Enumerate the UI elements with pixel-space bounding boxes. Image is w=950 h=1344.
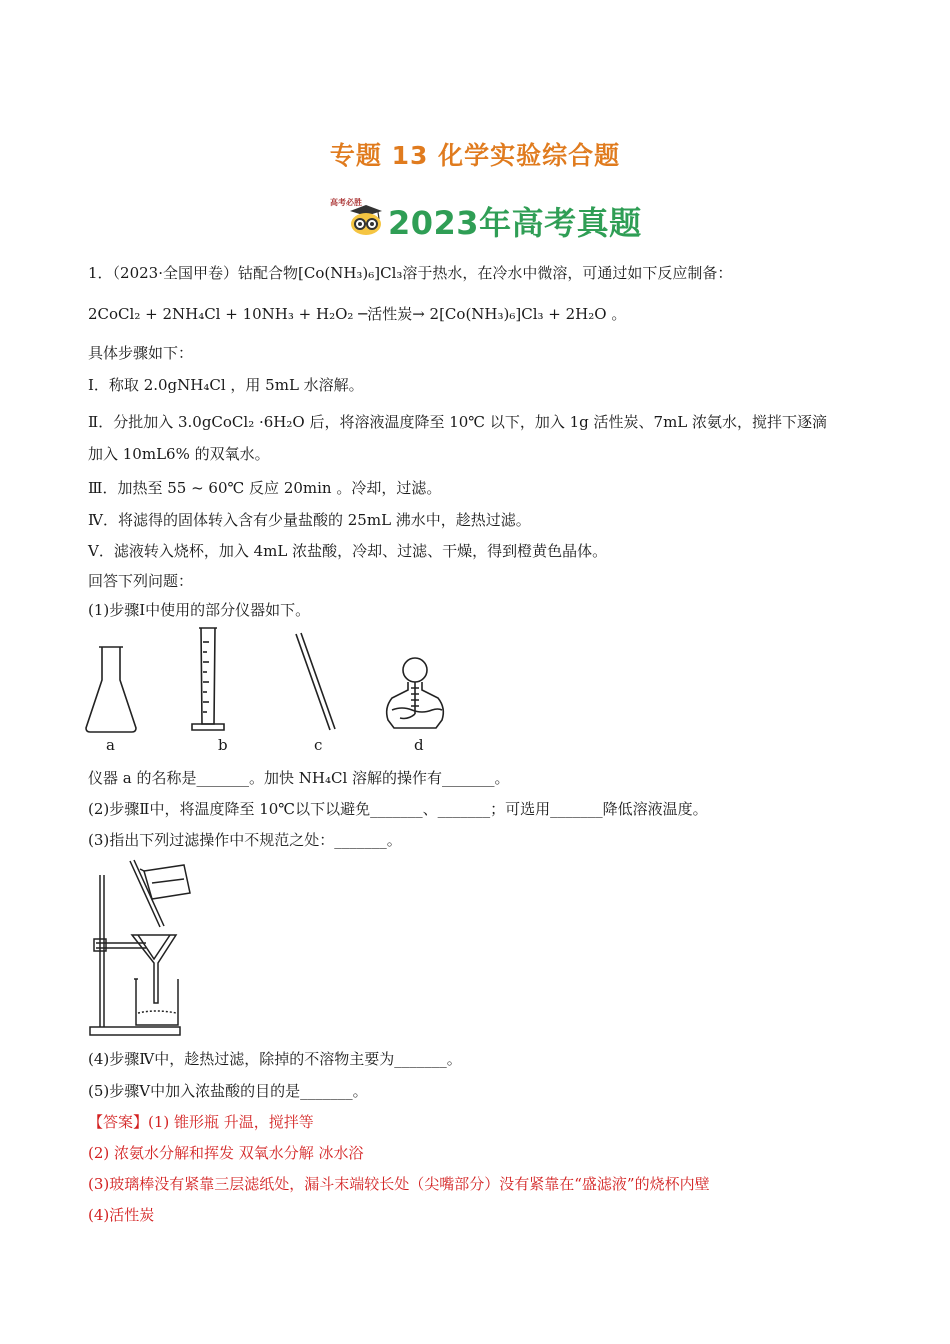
question-5: (5)步骤Ⅴ中加入浓盐酸的目的是_______。 <box>88 1082 368 1100</box>
step-5: Ⅴ．滤液转入烧杯，加入 4mL 浓盐酸，冷却、过滤、干燥，得到橙黄色晶体。 <box>88 542 608 560</box>
filtration-figure <box>86 855 206 1040</box>
answer-1: 【答案】(1) 锥形瓶 升温，搅拌等 <box>88 1113 314 1131</box>
question-2: (2)步骤Ⅱ中，将温度降至 10℃以下以避免_______、_______；可选用_______降低溶液温度。 <box>88 800 708 818</box>
question-4: (4)步骤Ⅳ中，趁热过滤，除掉的不溶物主要为_______。 <box>88 1050 462 1068</box>
answer-3: (3)玻璃棒没有紧靠三层滤纸处，漏斗末端较长处（尖嘴部分）没有紧靠在“盛滤液”的烧杯内壁 <box>88 1175 710 1193</box>
answer-heading: 回答下列问题： <box>88 572 194 590</box>
apparatus-label-c: c <box>314 736 323 754</box>
apparatus-label-d: d <box>414 736 424 754</box>
step-4: Ⅳ．将滤得的固体转入含有少量盐酸的 25mL 沸水中，趁热过滤。 <box>88 511 531 529</box>
section-banner <box>330 196 642 242</box>
question-1-blanks: 仪器 a 的名称是_______。加快 NH₄Cl 溶解的操作有_______。 <box>88 769 510 787</box>
page-title: 专题 13 化学实验综合题 <box>329 141 621 170</box>
step-2-cont: 加入 10mL6% 的双氧水。 <box>88 445 270 463</box>
apparatus-figure <box>80 622 460 742</box>
step-1: Ⅰ．称取 2.0gNH₄Cl ，用 5mL 水溶解。 <box>88 376 364 394</box>
alcohol-lamp-icon <box>387 658 444 728</box>
graduated-cylinder-icon <box>192 628 224 730</box>
owl-graduation-icon <box>348 204 384 236</box>
erlenmeyer-flask-icon <box>86 647 136 732</box>
pouring-beaker-icon <box>144 865 190 899</box>
banner-title: 2023年高考真题 <box>388 204 642 242</box>
question-3: (3)指出下列过滤操作中不规范之处：_______。 <box>88 831 402 849</box>
answer-4: (4)活性炭 <box>88 1206 155 1224</box>
step-3: Ⅲ．加热至 55 ~ 60℃ 反应 20min 。冷却，过滤。 <box>88 479 442 497</box>
apparatus-label-b: b <box>218 736 228 754</box>
question-intro: 1．（2023·全国甲卷）钴配合物[Co(NH₃)₆]Cl₃溶于热水，在冷水中微溶，可通过如下反应制备： <box>88 264 733 282</box>
question-1: (1)步骤Ⅰ中使用的部分仪器如下。 <box>88 601 311 619</box>
step-2: Ⅱ．分批加入 3.0gCoCl₂ ·6H₂O 后，将溶液温度降至 10℃ 以下，加入 1g 活性炭、7mL 浓氨水，搅拌下逐滴 <box>88 413 828 431</box>
stand-base <box>90 1027 180 1035</box>
reaction-equation: 2CoCl₂ + 2NH₄Cl + 10NH₃ + H₂O₂ ─活性炭→ 2[Co(NH₃)₆]Cl₃ + 2H₂O 。 <box>88 305 627 323</box>
funnel-icon <box>132 935 176 1003</box>
steps-heading: 具体步骤如下： <box>88 344 194 362</box>
badge-text: 高考必胜 <box>330 198 362 207</box>
glass-rod-icon <box>296 633 335 730</box>
answer-2: (2) 浓氨水分解和挥发 双氧水分解 冰水浴 <box>88 1144 364 1162</box>
apparatus-label-a: a <box>106 736 115 754</box>
receiving-beaker-icon <box>136 979 178 1025</box>
